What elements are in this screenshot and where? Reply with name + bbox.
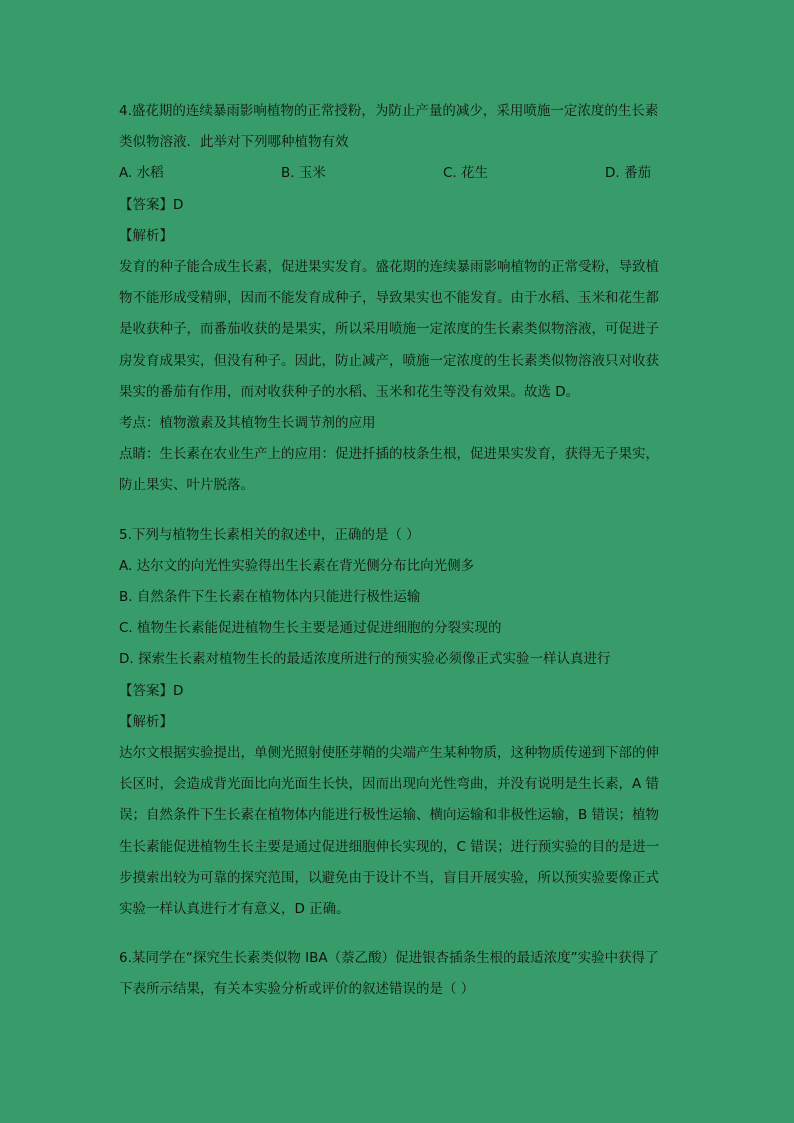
analysis-line: 实验一样认真进行才有意义，D 正确。	[119, 901, 350, 918]
option-b: B. 自然条件下生长素在植物体内只能进行极性运输	[119, 589, 421, 606]
option-a: A. 达尔文的向光性实验得出生长素在背光侧分布比向光侧多	[119, 557, 475, 574]
option-d: D. 番茄	[605, 165, 651, 182]
analysis-line: 物不能形成受精卵，因而不能发育成种子，导致果实也不能发育。由于水稻、玉米和花生都	[119, 290, 659, 307]
question-stem: 4.盛花期的连续暴雨影响植物的正常授粉，为防止产量的减少，采用喷施一定浓度的生长素	[119, 103, 659, 119]
option-a: A. 水稻	[119, 165, 164, 182]
analysis-line: 达尔文根据实验提出，单侧光照射使胚芽鞘的尖端产生某种物质，这种物质传递到下部的伸	[119, 745, 659, 762]
analysis-line: 果实的番茄有作用，而对收获种子的水稻、玉米和花生等没有效果。故选 D。	[119, 383, 580, 400]
analysis-heading: 【解析】	[119, 713, 173, 730]
analysis-line: 误；自然条件下生长素在植物体内能进行极性运输、横向运输和非极性运输，B 错误；植物	[119, 807, 660, 824]
option-d: D. 探索生长素对植物生长的最适浓度所进行的预实验必须像正式实验一样认真进行	[119, 651, 611, 668]
document-page	[119, 96, 675, 1006]
analysis-heading: 【解析】	[119, 227, 173, 244]
options-row	[119, 158, 675, 189]
option-b: B. 玉米	[281, 165, 326, 182]
option-c: C. 植物生长素能促进植物生长主要是通过促进细胞的分裂实现的	[119, 620, 502, 637]
question-stem: 下表所示结果，有关本实验分析或评价的叙述错误的是（ ）	[119, 981, 475, 998]
option-c: C. 花生	[443, 165, 489, 182]
analysis-line: 步摸索出较为可靠的探究范围，以避免由于设计不当，盲目开展实验，所以预实验要像正式	[119, 869, 659, 886]
question-stem: 类似物溶液．此举对下列哪种植物有效	[119, 134, 349, 151]
analysis-line: 长区时，会造成背光面比向光面生长快，因而出现向光性弯曲，并没有说明是生长素，A 错	[119, 776, 660, 793]
answer-line: 【答案】D	[119, 196, 184, 213]
question-6	[119, 943, 675, 1005]
analysis-line: 发育的种子能合成生长素，促进果实发育。盛花期的连续暴雨影响植物的正常受粉，导致植	[119, 259, 659, 276]
question-stem: 6.某同学在“探究生长素类似物 IBA（萘乙酸）促进银杏插条生根的最适浓度”实验中获得了	[119, 950, 659, 967]
analysis-line: 房发育成果实，但没有种子。因此，防止减产，喷施一定浓度的生长素类似物溶液只对收获	[119, 352, 659, 369]
analysis-line: 是收获种子，而番茄收获的是果实，所以采用喷施一定浓度的生长素类似物溶液，可促进子	[119, 321, 659, 338]
dianjing-line: 点睛：生长素在农业生产上的应用：促进扦插的枝条生根，促进果实发育，获得无子果实，	[119, 446, 659, 463]
answer-line: 【答案】D	[119, 682, 184, 699]
dianjing-line: 防止果实、叶片脱落。	[119, 477, 254, 494]
question-stem: 5.下列与植物生长素相关的叙述中，正确的是（ ）	[119, 526, 420, 543]
kaodian-line: 考点：植物激素及其植物生长调节剂的应用	[119, 415, 376, 432]
question-5	[119, 520, 675, 926]
analysis-line: 生长素能促进植物生长主要是通过促进细胞伸长实现的，C 错误；进行预实验的目的是进一	[119, 838, 660, 855]
question-4	[119, 96, 675, 502]
